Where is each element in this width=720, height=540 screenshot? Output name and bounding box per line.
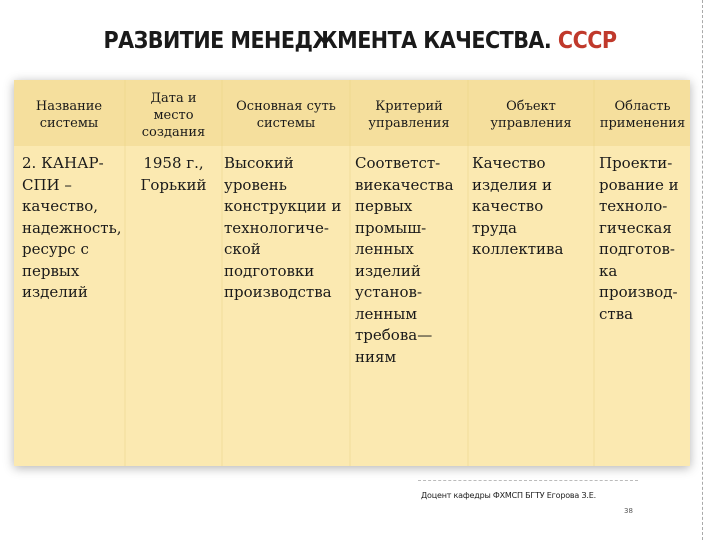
- header-date-place: Дата и место создания: [141, 90, 206, 140]
- cell-date-place: 1958 г., Горький: [140, 154, 207, 194]
- header-essence: Основная суть системы: [236, 99, 336, 131]
- header-criterion: Критерий управления: [368, 99, 450, 131]
- slide-title: [36, 28, 684, 54]
- footer-credit: Доцент кафедры ФХМСП БГТУ Егорова З.Е.: [421, 491, 596, 500]
- edge-divider: [702, 0, 704, 540]
- title-main: РАЗВИТИЕ МЕНЕДЖМЕНТА КАЧЕСТВА.: [103, 28, 552, 54]
- header-object: Объект управления: [490, 99, 572, 131]
- title-accent: СССР: [557, 28, 617, 54]
- header-scope: Область применения: [599, 99, 686, 131]
- cell-system-name: 2. КАНАР- СПИ – качество, надежность, ресурс с первых изделий: [22, 154, 122, 301]
- cell-essence: Высокий уровень конструкции и технологиче- ской подготовки производства: [224, 154, 342, 301]
- page-number: 38: [624, 507, 633, 515]
- quality-systems-table: [14, 80, 690, 466]
- cell-object: Качество изделия и качество труда коллектива: [472, 154, 564, 258]
- footer-divider: [418, 480, 638, 482]
- header-system-name: Название системы: [35, 99, 103, 131]
- cell-criterion: Соответст- виекачества первых промыш- ленных изделий установ- ленным требова— ниям: [355, 154, 454, 366]
- cell-scope: Проекти- рование и техноло- гическая подготов- ка производ- ства: [599, 154, 679, 323]
